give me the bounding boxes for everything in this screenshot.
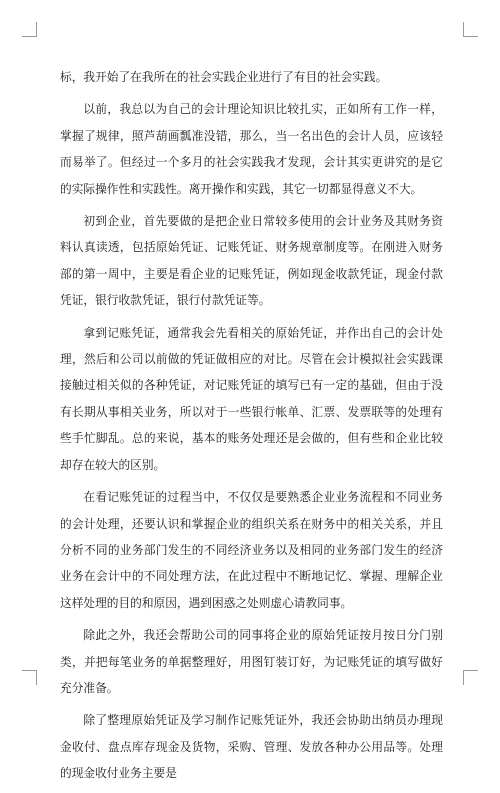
crop-mark-bottom-right (463, 670, 478, 685)
paragraph: 初到企业，首先要做的是把企业日常较多使用的会计业务及其财务资料认真读透，包括原始凭证、记账凭证、财务规章制度等。在刚进入财务部的第一周中，主要是看企业的记账凭证，例如现金收款凭证，现金付款凭证，银行收款凭证，银行付款凭证等。 (60, 214, 443, 308)
crop-mark-bottom-left (22, 670, 37, 685)
paragraph: 除了整理原始凭证及学习制作记账凭证外，我还会协助出纳员办理现金收付、盘点库存现金及货物，采购、管理、发放各种办公用品等。处理的现金收付业务主要是 (60, 713, 443, 781)
paragraph: 以前，我总以为自己的会计理论知识比较扎实，正如所有工作一样，掌握了规律，照芦葫画瓢准没错，那么，当一名出色的会计人员，应该轻而易举了。但经过一个多月的社会实践我才发现，会计其实更讲究的是它的实际操作性和实践性。离开操作和实践，其它一切都显得意义不大。 (60, 102, 443, 196)
crop-mark-top-right (463, 22, 478, 37)
paragraph: 拿到记账凭证，通常我会先看相关的原始凭证，并作出自己的会计处理，然后和公司以前做的凭证做相应的对比。尽管在会计模拟社会实践课接触过相关似的各种凭证，对记账凭证的填写已有一定的基础，但由于没有长期从事相关业务，所以对于一些银行帐单、汇票、发票联等的处理有些手忙脚乱。总的来说，基本的账务处理还是会做的，但有些和企业比较却存在较大的区别。 (60, 325, 443, 472)
paragraph: 除此之外，我还会帮助公司的同事将企业的原始凭证按月按日分门别类，并把每笔业务的单据整理好，用图钉装订好，为记账凭证的填写做好充分准备。 (60, 628, 443, 695)
crop-mark-top-left (22, 22, 37, 37)
paragraph: 标，我开始了在我所在的社会实践企业进行了有目的社会实践。 (60, 70, 388, 84)
paragraph: 在看记账凭证的过程当中，不仅仅是要熟悉企业业务流程和不同业务的会计处理，还要认识和掌握企业的组织关系在财务中的相关关系，并且分析不同的业务部门发生的不同经济业务以及相同的业务部门发生的经济业务在会计中的不同处理方法，在此过程中不断地记忆、掌握、理解企业这样处理的目的和原因，遇到困惑之处则虚心请教同事。 (60, 490, 443, 610)
document-body (60, 64, 443, 793)
